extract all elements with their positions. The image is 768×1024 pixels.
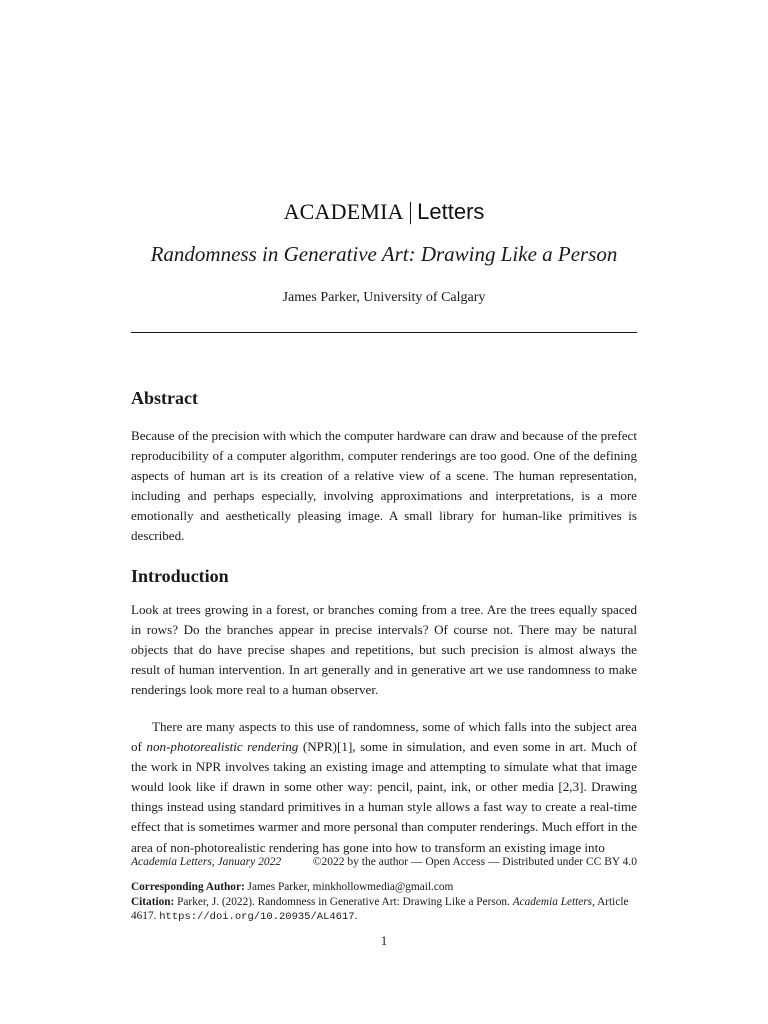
abstract-text: Because of the precision with which the computer hardware can draw and because of the prefect reproducibility of a computer algorithm, computer renderings are too good. One of the defining aspects of human art is its creation of a relative view of a scene. The human representation, including and perhaps especially, involving approximations and interpretations, is a more emotionally and aesthetically pleasing image. A small library for human-like primitives is described.: [131, 428, 637, 544]
footer-correspondence: [131, 880, 637, 925]
citation-article: , Article 4617.: [131, 895, 629, 923]
paper-title: Randomness in Generative Art: Drawing Like a Person: [150, 242, 618, 266]
title-divider: [131, 332, 637, 333]
introduction-heading: Introduction: [131, 566, 229, 586]
paragraph-2-rest: (NPR)[1], some in simulation, and even some in art. Much of the work in NPR involves taking an existing image and attempting to simulate what that image would look like if drawn in some other way: pencil, paint, ink, or other media [2,3]. Drawing things instead using standard primitives in a human style allows a fast way to create a real-time effect that is sometimes warmer and more personal than computer renderings. Much effort in the area of non-photorealistic rendering has gone into how to transform an existing image into: [131, 739, 638, 855]
masthead-section: Letters: [417, 199, 485, 224]
citation-end: .: [354, 910, 358, 923]
citation-text: Parker, J. (2022). Randomness in Generative Art: Drawing Like a Person.: [174, 895, 513, 908]
journal-masthead: [0, 197, 768, 228]
masthead-brand: ACADEMIA: [283, 199, 404, 224]
abstract-heading: Abstract: [131, 388, 198, 408]
citation-label: Citation:: [131, 895, 175, 908]
corresponding-author-text: James Parker, minkhollowmedia@gmail.com: [244, 881, 454, 893]
paragraph-2-start: There are many aspects to this use of randomness, some of which falls into the subject area of: [131, 719, 637, 755]
npr-term: non-photorealistic rendering: [146, 739, 299, 755]
introduction-paragraph-2: [131, 717, 637, 858]
citation-doi-link[interactable]: https://doi.org/10.20935/AL4617: [159, 911, 355, 924]
page-number: 1: [380, 933, 388, 948]
citation-journal: Academia Letters: [512, 895, 593, 908]
footer-license: ©2022 by the author — Open Access — Distributed under CC BY 4.0: [312, 856, 637, 868]
footer-journal: Academia Letters, January 2022: [131, 856, 282, 868]
introduction-paragraph-1: Look at trees growing in a forest, or branches coming from a tree. Are the trees equally spaced in rows? Do the branches appear in precise intervals? Of course not. There may be natural objects that do have precise shapes and repetitions, but such precision is almost always the result of human intervention. In art generally and in generative art we use randomness to make renderings look more real to a human observer.: [131, 602, 637, 698]
paper-author: James Parker, University of Calgary: [282, 290, 486, 305]
masthead-separator: |: [406, 200, 415, 225]
footer-publication-line: [131, 854, 637, 870]
corresponding-author-label: Corresponding Author:: [131, 881, 245, 893]
